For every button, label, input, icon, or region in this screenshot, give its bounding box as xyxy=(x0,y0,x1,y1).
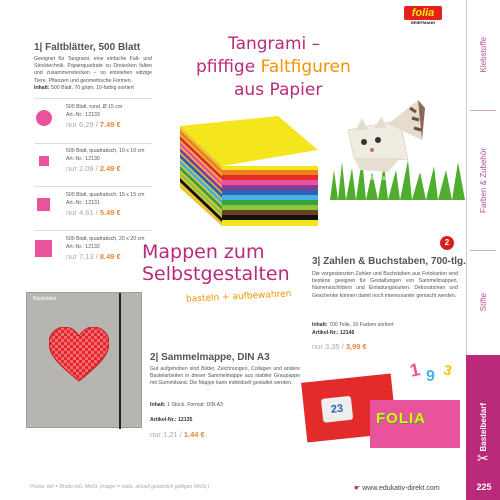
item-art: Art.-Nr.: 12130 xyxy=(66,156,100,162)
item-desc: 500 Blatt, quadratisch, 20 x 20 cm xyxy=(66,236,145,242)
price-net: 6,29 xyxy=(78,120,94,129)
divider xyxy=(34,98,152,99)
price-net: 4,61 xyxy=(78,208,94,217)
price-label: nur xyxy=(150,430,161,439)
logo-sub: BRIEFMANN xyxy=(411,20,435,25)
art-value: 12146 xyxy=(339,330,355,336)
section3-artnr xyxy=(312,330,354,336)
section-badge: 2 xyxy=(440,236,454,250)
headline-part: pfiffige xyxy=(196,57,261,77)
contents-text: 1 Stück, Format: DIN A3 xyxy=(167,402,223,408)
page-number: 225 xyxy=(472,478,496,496)
scissors-icon: ✂ xyxy=(477,450,489,466)
section1-contents xyxy=(34,85,134,91)
tangrami-cat-image xyxy=(330,100,465,200)
item-desc: 500 Blatt, quadratisch, 10 x 10 cm xyxy=(66,148,145,154)
folia-logo xyxy=(404,6,442,26)
square-paper-swatch xyxy=(39,156,49,166)
paper-stack-image xyxy=(160,108,320,238)
pink-card xyxy=(370,400,460,448)
price-net: 2,09 xyxy=(78,164,94,173)
heart-icon xyxy=(49,327,109,383)
contents-text: 500 Blatt, 70 g/qm, 10-farbig sortiert xyxy=(51,85,134,91)
letters-sample-image xyxy=(304,360,464,460)
art-label: Artikel-Nr.: xyxy=(150,417,177,423)
price-net: 3,35 xyxy=(324,342,340,351)
price-gross: 2.49 € xyxy=(99,164,121,173)
tab-label: Stifte xyxy=(479,293,488,312)
contents-text: 700 Teile, 10 Farben sortiert xyxy=(329,322,394,328)
contents-label: Inhalt: xyxy=(150,402,166,408)
cursor-icon: ☛ xyxy=(354,485,361,492)
folder-image xyxy=(26,292,142,428)
product-item xyxy=(34,192,154,226)
divider xyxy=(34,143,152,144)
digit-piece: 3 xyxy=(442,361,454,379)
contents-label: Inhalt: xyxy=(312,322,328,328)
divider xyxy=(34,230,152,231)
item-art: Art.-Nr.: 12132 xyxy=(66,244,100,250)
word-piece: FOLIA xyxy=(376,410,426,427)
tab-label: Klebstoffe xyxy=(479,37,488,73)
item-desc: 500 Blatt, rund, Ø 15 cm xyxy=(66,104,123,110)
footer-website[interactable] xyxy=(354,484,440,492)
product-item xyxy=(34,148,154,182)
headline2-line2: Selbstgestalten xyxy=(142,263,290,285)
contents-label: Inhalt: xyxy=(34,85,50,91)
product-item xyxy=(34,104,154,138)
section3-body: Die vorgestanzten Zahlen und Buchstaben aus Fotokarton sind bestens geeignet für Gestaltungen von Sammelmappen, Namensschildern und Einladungskarten. Dekorationen und Geschenke können damit noch interessanter gemacht werden. xyxy=(312,271,458,299)
price-label: nur xyxy=(312,342,323,351)
section2-body: Gut aufgehoben sind Bilder, Zeichnungen, Collagen und andere Bastelarbeiten in dieser Sammelmappe aus stabiler Graupappe mit Gummiband. Die Mappe kann individuell gestaltet werden. xyxy=(150,366,300,387)
product-item xyxy=(34,236,154,270)
tab-label: Bastelbedarf xyxy=(478,403,488,452)
divider xyxy=(34,186,152,187)
headline2-line3: basteln + aufbewahren xyxy=(185,289,292,305)
headline2-line1: Mappen zum xyxy=(142,241,265,263)
price-gross: 8.49 € xyxy=(99,252,121,261)
price-net: 7,13 xyxy=(78,252,94,261)
price-label: nur xyxy=(66,252,77,261)
square-paper-swatch xyxy=(35,240,52,257)
price-gross: 7.49 € xyxy=(99,120,121,129)
section2-contents xyxy=(150,402,223,408)
section1-body: Geeignet für Tangrami, eine einfache Falt- und Stecktechnik. Papierquadrate zu Dreiecken falten und zusammenstecken – so entstehen witzige Tiere, Pflanzen und geometrische Formen. xyxy=(34,56,152,84)
section2-artnr xyxy=(150,417,192,423)
website-link[interactable]: www.edukativ-direkt.com xyxy=(362,485,440,492)
folder-caption: Bastelidee xyxy=(33,296,57,302)
item-price: nur 7,13 / 8.49 € xyxy=(66,252,121,261)
price-gross: 3,99 € xyxy=(345,342,367,351)
price-gross: 5.49 € xyxy=(99,208,121,217)
divider xyxy=(470,110,496,111)
elastic-band xyxy=(119,293,121,429)
section2-title: 2| Sammelmappe, DIN A3 xyxy=(150,352,270,363)
art-label: Artikel-Nr.: xyxy=(312,330,339,336)
divider xyxy=(470,250,496,251)
price-label: nur xyxy=(66,164,77,173)
section3-contents xyxy=(312,322,394,328)
square-paper-swatch xyxy=(37,198,50,211)
section1-title: 1| Faltblätter, 500 Blatt xyxy=(34,42,141,53)
item-art: Art.-Nr.: 12131 xyxy=(66,200,100,206)
headline1-line2 xyxy=(196,57,351,77)
headline1-line1: Tangrami – xyxy=(228,34,321,54)
item-price: nur 2,09 / 2.49 € xyxy=(66,164,121,173)
item-desc: 500 Blatt, quadratisch, 15 x 15 cm xyxy=(66,192,145,198)
footer-note: Preise: fett = Brutto inkl. MwSt. (mager = netto, aktuell gesetzlich gültigen MwSt.) xyxy=(30,484,210,490)
tab-klebstoffe[interactable] xyxy=(466,0,500,110)
numbers-piece: 23 xyxy=(321,396,353,423)
price-gross: 1.44 € xyxy=(183,430,205,439)
headline-part: Faltfiguren xyxy=(260,57,351,77)
tab-stifte[interactable] xyxy=(466,250,500,355)
digit-piece: 1 xyxy=(407,359,422,381)
item-price: nur 6,29 / 7.49 € xyxy=(66,120,121,129)
section3-title: 3| Zahlen & Buchstaben, 700-tlg. xyxy=(312,256,466,267)
section2-price: nur 1,21 / 1.44 € xyxy=(150,430,205,439)
tab-label: Farben & Zubehör xyxy=(479,147,488,213)
digit-piece: 9 xyxy=(426,368,435,385)
art-value: 12135 xyxy=(177,417,193,423)
price-net: 1,21 xyxy=(162,430,178,439)
price-label: nur xyxy=(66,120,77,129)
round-paper-swatch xyxy=(36,110,52,126)
section3-price: nur 3,35 / 3,99 € xyxy=(312,342,367,351)
headline1-line3: aus Papier xyxy=(234,80,323,100)
price-label: nur xyxy=(66,208,77,217)
item-price: nur 4,61 / 5.49 € xyxy=(66,208,121,217)
item-art: Art.-Nr.: 12133 xyxy=(66,112,100,118)
logo-brand: folia xyxy=(404,6,442,20)
tab-farben[interactable] xyxy=(466,110,500,250)
cat-caption: Bastelidee xyxy=(370,176,394,182)
